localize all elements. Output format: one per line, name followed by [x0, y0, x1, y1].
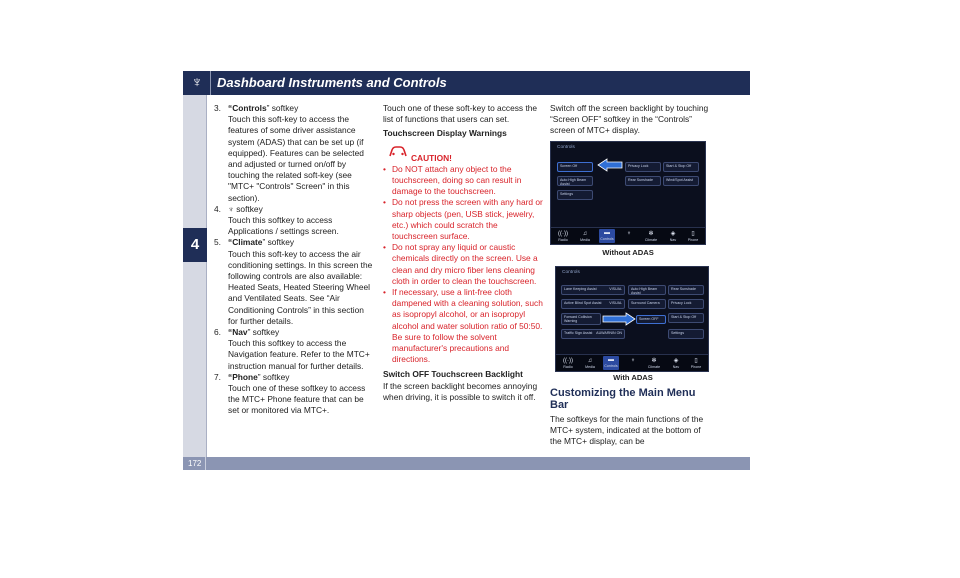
nav-radio[interactable]: ((·)) Radio [555, 230, 571, 242]
nav-phone[interactable]: ▯ Phone [685, 230, 701, 242]
item-3-heading: 3. “Controls” softkey [214, 103, 299, 113]
nav-media[interactable]: ♫ Media [582, 357, 598, 369]
intro-text: Touch one of these soft-key to access the list of functions that users can set. [383, 103, 538, 125]
trident-icon: ♆ [626, 231, 632, 237]
caution-bullet-3: • Do not spray any liquid or caustic chemicals directly on the screen. Use a clean and dry micro fiber lens cleaning cloth in order to clean the touchscreen. [383, 242, 543, 287]
nav-controls[interactable]: ▬ Controls [600, 230, 614, 241]
settings-button[interactable]: Settings [668, 329, 704, 339]
phone-icon: ▯ [691, 231, 695, 237]
lane-keeping-button[interactable]: Lane Keeping Assist VISUAL [561, 285, 625, 295]
caption-without-adas: Without ADAS [602, 248, 654, 257]
column-3 [550, 103, 710, 137]
compass-icon: ◈ [673, 358, 679, 364]
wind-spot-assist-button[interactable]: Wind/Spot Assist [663, 176, 699, 186]
backlight-text: If the screen backlight becomes annoying when driving, it is possible to switch it off. [383, 380, 538, 402]
customizing-heading: Customizing the Main Menu Bar [550, 387, 696, 411]
music-icon: ♫ [587, 358, 593, 364]
caution-label: CAUTION! [411, 152, 452, 163]
nav-nav[interactable]: ◈ Nav [665, 230, 681, 242]
backlight-heading: Switch OFF Touchscreen Backlight [383, 369, 523, 380]
caution-bullet-4: • If necessary, use a lint-free cloth dampened with a cleaning solution, such as isopropyl alcohol, or an isopropyl alcohol and water solution ratio of 50:50. Be sure to follow the solvent manufacturer's precautions and directions. [383, 287, 543, 365]
screen-title: Controls [562, 270, 580, 275]
item-4-heading: 4. ♆ softkey [214, 203, 263, 214]
page-header [183, 71, 750, 95]
caution-bullet-1: • Do NOT attach any object to the touchscreen, doing so can result in damage to the touchscreen. [383, 164, 543, 198]
nav-controls[interactable]: ▬ Controls [604, 357, 618, 368]
item-7-text: Touch one of these softkey to access the MTC+ Phone feature that can be set or monitored via MTC+. [228, 383, 366, 416]
fan-icon: ✻ [648, 231, 654, 237]
car-icon: ▬ [608, 357, 614, 363]
caption-with-adas: With ADAS [613, 373, 653, 382]
radio-icon: ((·)) [558, 231, 568, 237]
screen-title: Controls [557, 145, 575, 150]
header-divider [210, 71, 211, 95]
music-icon: ♫ [582, 231, 588, 237]
phone-icon: ▯ [694, 358, 698, 364]
settings-button[interactable]: Settings [557, 190, 593, 200]
customizing-text: The softkeys for the main functions of the MTC+ system, indicated at the bottom of the MTC+ display, can be [550, 414, 704, 447]
item-7-heading: 7. “Phone” softkey [214, 371, 290, 382]
controls-screen-without-adas [550, 141, 706, 245]
auto-high-beam-button[interactable]: Auto High Beam Assist [628, 285, 666, 295]
rear-sunshade-button[interactable]: Rear Sunshade [668, 285, 704, 295]
radio-icon: ((·)) [563, 358, 573, 364]
backlight-instructions: Switch off the screen backlight by touching “Screen OFF” softkey in the “Controls” screen of MTC+ display. [550, 103, 709, 136]
traffic-sign-button[interactable]: Traffic Sign Assist AUWARNIN ON [561, 329, 625, 339]
privacy-lock-button[interactable]: Privacy Lock [625, 162, 661, 172]
surround-camera-button[interactable]: Surround Camera [628, 299, 666, 309]
trident-icon: ♆ [228, 204, 237, 214]
main-menu-bar [551, 227, 705, 244]
page-number: 172 [188, 459, 202, 468]
auto-high-beam-button[interactable]: Auto High Beam Assist [557, 176, 593, 186]
nav-climate[interactable]: ✻ Climate [647, 358, 661, 369]
forward-collision-button[interactable]: Forward Collision Warning [561, 313, 601, 325]
nav-apps[interactable] [621, 230, 637, 238]
pointer-arrow-icon [602, 312, 636, 326]
page-footer [183, 457, 750, 470]
pointer-arrow-icon [597, 158, 623, 172]
nav-nav[interactable]: ◈ Nav [668, 357, 684, 369]
column-2 [383, 103, 543, 403]
start-stop-button[interactable]: Start & Stop Off [663, 162, 699, 172]
column-3-lower [550, 384, 710, 448]
side-margin-bar [183, 95, 207, 457]
nav-climate[interactable]: ✻ Climate [644, 231, 658, 242]
controls-screen-with-adas [555, 266, 709, 372]
compass-icon: ◈ [670, 231, 676, 237]
nav-phone[interactable]: ▯ Phone [688, 357, 704, 369]
side-margin-line [206, 95, 207, 457]
nav-radio[interactable]: ((·)) Radio [560, 357, 576, 369]
item-5-heading: 5. “Climate” softkey [214, 237, 295, 248]
privacy-lock-button[interactable]: Privacy Lock [668, 299, 704, 309]
active-blind-spot-button[interactable]: Active Blind Spot Assist VISUAL [561, 299, 625, 309]
footer-divider [205, 457, 206, 470]
item-5-text: Touch this soft-key to access the air conditioning settings. In this screen the following controls are also available: Heated Seats, Heated Steering Wheel and Ventilated Seats. See “Air Conditioning Controls” in this section for further details. [228, 248, 373, 326]
item-3-text: Touch this soft-key to access the features of some driver assistance system (ADAS) that can be set up (if equipped). Features can be selected and adjusted or turned on/off by touching the related soft-key (see "MTC+ "Controls" Screen" in this section). [228, 114, 364, 203]
start-stop-button[interactable]: Start & Stop Off [668, 313, 704, 323]
main-menu-bar [556, 354, 708, 371]
screen-off-button[interactable]: Screen Off [557, 162, 593, 172]
column-1 [214, 103, 374, 417]
trident-icon: ♆ [630, 358, 636, 364]
warnings-heading: Touchscreen Display Warnings [383, 128, 507, 139]
item-6-heading: 6. “Nav” softkey [214, 327, 280, 338]
nav-media[interactable]: ♫ Media [577, 230, 593, 242]
chapter-tab: 4 [183, 228, 207, 262]
screen-off-button[interactable]: Screen OFF [636, 315, 666, 324]
nav-apps[interactable] [625, 357, 641, 365]
fan-icon: ✻ [651, 358, 657, 364]
item-6-text: Touch this softkey to access the Navigation feature. Refer to the MTC+ instruction manual for further details. [228, 338, 370, 371]
trident-logo-icon: ♆ [191, 74, 203, 91]
caution-bullet-2: • Do not press the screen with any hard or sharp objects (pen, USB stick, jewelry, etc.) which could scratch the touchscreen surface. [383, 197, 543, 242]
rear-sunshade-button[interactable]: Rear Sunshade [625, 176, 661, 186]
item-4-text: Touch this softkey to access Applications / settings screen. [228, 215, 339, 237]
car-icon: ▬ [604, 230, 610, 236]
section-title: Dashboard Instruments and Controls [217, 75, 447, 90]
